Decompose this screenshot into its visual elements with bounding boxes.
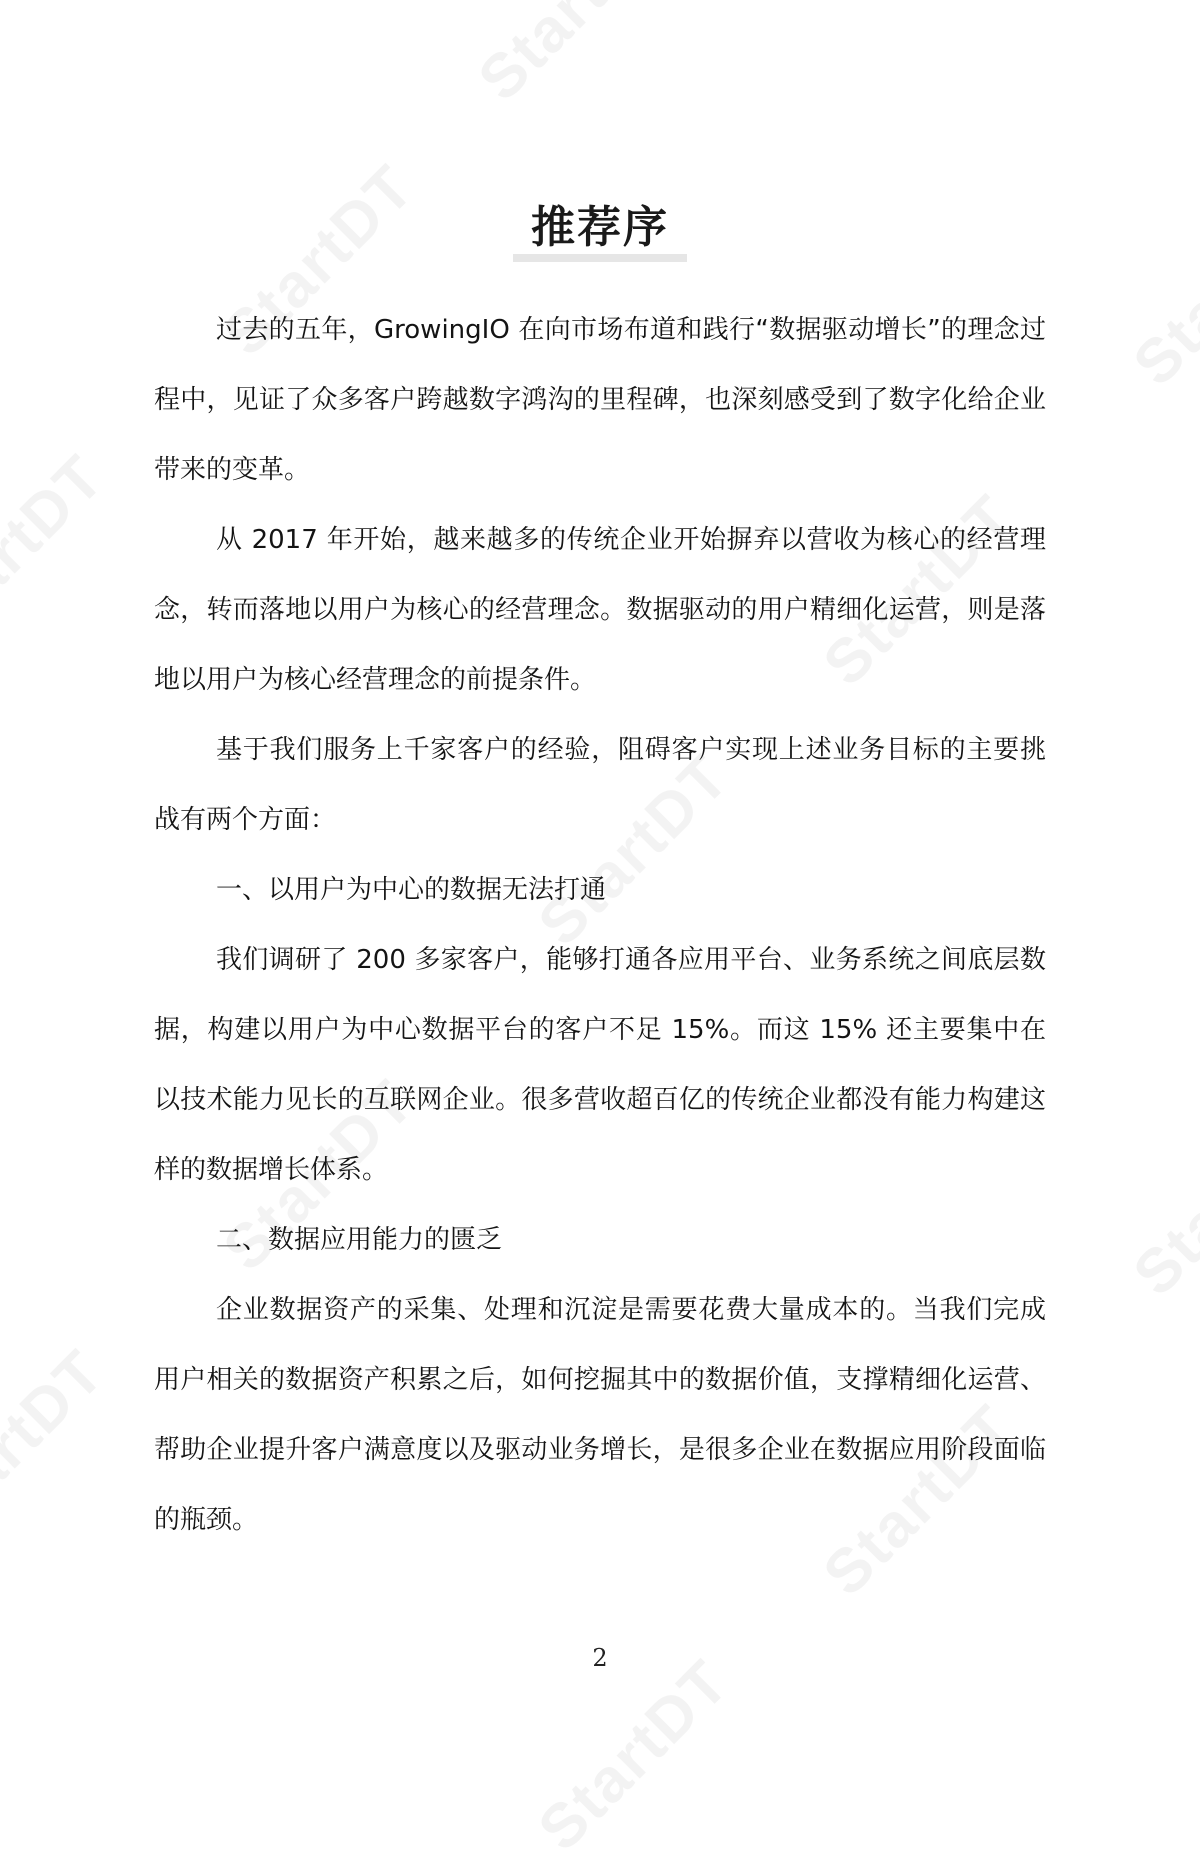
paragraph: 从 2017 年开始，越来越多的传统企业开始摒弃以营收为核心的经营理念，转而落地以用户为核心的经营理念。数据驱动的用户精细化运营，则是落地以用户为核心经营理念的前提条件。 [154,525,1046,695]
page-number: 2 [592,1644,608,1672]
paragraph: 我们调研了 200 多家客户，能够打通各应用平台、业务系统之间底层数据，构建以用户为中心数据平台的客户不足 15%。而这 15% 还主要集中在以技术能力见长的互联网企业。很多营收超百亿的传统企业都没有能力构建这样的数据增长体系。 [154,945,1046,1185]
body-text [154,295,1046,1555]
page-title [513,198,687,258]
title-block [0,198,1200,258]
section-heading: 一、以用户为中心的数据无法打通 [216,875,607,905]
section-heading: 二、数据应用能力的匮乏 [216,1225,503,1255]
title-underline [513,254,687,262]
paragraph: 基于我们服务上千家客户的经验，阻碍客户实现上述业务目标的主要挑战有两个方面： [154,735,1046,835]
paragraph: 企业数据资产的采集、处理和沉淀是需要花费大量成本的。当我们完成用户相关的数据资产积累之后，如何挖掘其中的数据价值，支撑精细化运营、帮助企业提升客户满意度以及驱动业务增长，是很多企业在数据应用阶段面临的瓶颈。 [154,1295,1046,1535]
paragraph: 过去的五年，GrowingIO 在向市场布道和践行“数据驱动增长”的理念过程中，见证了众多客户跨越数字鸿沟的里程碑，也深刻感受到了数字化给企业带来的变革。 [154,315,1046,485]
page-title-text: 推荐序 [531,202,669,253]
